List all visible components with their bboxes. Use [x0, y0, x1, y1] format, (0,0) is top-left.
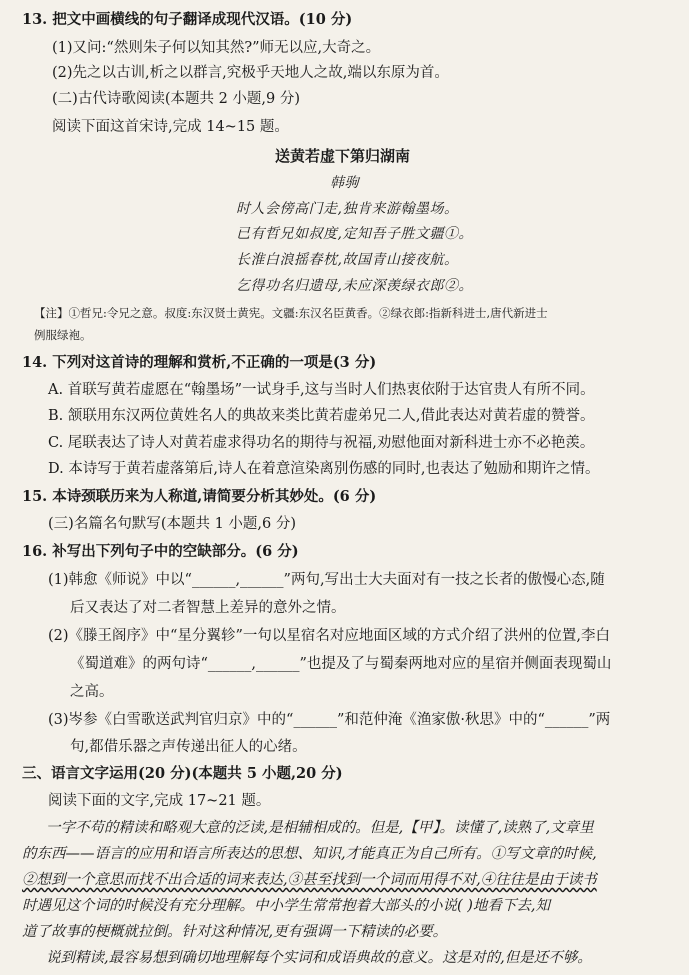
- text-line: 例服绿袍。: [34, 328, 92, 342]
- text-line: (1)韩愈《师说》中以“______,______”两句,写出士大夫面对有一技之长者的傲慢心态,随: [48, 572, 605, 588]
- text-line: 句,都借乐器之声传递出征人的心绪。: [70, 739, 307, 755]
- text-line: D. 本诗写于黄若虚落第后,诗人在着意渲染离别伤感的同时,也表达了勉励和期许之情。: [48, 461, 600, 477]
- text-line: 说到精读,最容易想到确切地理解每个实词和成语典故的意义。这是对的,但是还不够。: [46, 950, 592, 966]
- text-line: (2)《滕王阁序》中“星分翼轸”一句以星宿名对应地面区域的方式介绍了洪州的位置,李白: [48, 628, 610, 644]
- text-line: 乞得功名归遗母,未应深羡绿衣郎②。: [236, 278, 473, 294]
- text-line: (2)先之以古训,析之以群言,究极乎天地人之故,端以东原为首。: [52, 65, 449, 81]
- text-line: 14. 下列对这首诗的理解和赏析,不正确的一项是(3 分): [22, 354, 377, 371]
- text-line: B. 颔联用东汉两位黄姓名人的典故来类比黄若虚弟兄二人,借此表达对黄若虚的赞誉。: [48, 408, 595, 424]
- text-line: 13. 把文中画横线的句子翻译成现代汉语。(10 分): [22, 11, 353, 28]
- text-line: 《蜀道难》的两句诗“______,______”也提及了与蜀秦两地对应的星宿并侧面表现蜀山: [70, 656, 612, 672]
- text-line: 【注】①哲兄:令兄之意。叔度:东汉贤士黄宪。文疆:东汉名臣黄香。②绿衣郎:指新科进士,唐代新进士: [34, 306, 548, 320]
- text-line: 后又表达了对二者智慧上差异的意外之情。: [70, 600, 346, 616]
- text-line: 之高。: [70, 684, 114, 700]
- text-line: 长淮白浪摇春枕,故国青山接夜航。: [236, 252, 459, 268]
- text-line: 时人会傍高门走,独肯来游翰墨场。: [236, 201, 459, 217]
- text-line: 16. 补写出下列句子中的空缺部分。(6 分): [22, 543, 299, 560]
- text-line: 15. 本诗颈联历来为人称道,请简要分析其妙处。(6 分): [22, 488, 377, 505]
- text-line: (二)古代诗歌阅读(本题共 2 小题,9 分): [52, 91, 301, 107]
- text-line: C. 尾联表达了诗人对黄若虚求得功名的期待与祝福,劝慰他面对新科进士亦不必艳羡。: [48, 435, 595, 451]
- text-line: 的东西——语言的应用和语言所表达的思想、知识,才能真正为自己所有。①写文章的时候,: [22, 846, 597, 862]
- text-line: (1)又问:“然则朱子何以知其然?”师无以应,大奇之。: [52, 40, 381, 56]
- text-line: (3)岑参《白雪歌送武判官归京》中的“______”和范仲淹《渔家傲·秋思》中的“______”两: [48, 712, 611, 728]
- text-line: 时遇见这个词的时候没有充分理解。中小学生常常抱着大部头的小说( )地看下去,知: [22, 898, 551, 914]
- text-line: (三)名篇名句默写(本题共 1 小题,6 分): [48, 516, 297, 532]
- text-line: 三、语言文字运用(20 分)(本题共 5 小题,20 分): [22, 765, 343, 782]
- text-line: A. 首联写黄若虚愿在“翰墨场”一试身手,这与当时人们热衷依附于达官贵人有所不同。: [48, 382, 595, 398]
- text-line: 送黄若虚下第归湖南: [275, 147, 411, 165]
- text-line: 道了故事的梗概就拉倒。针对这种情况,更有强调一下精读的必要。: [22, 924, 448, 940]
- text-line: 阅读下面这首宋诗,完成 14~15 题。: [52, 119, 289, 135]
- text-line: 阅读下面的文字,完成 17~21 题。: [48, 793, 271, 809]
- text-line: 韩驹: [330, 175, 359, 191]
- text-line: 一字不苟的精读和略观大意的泛读,是相辅相成的。但是,【甲】。读懂了,读熟了,文章里: [46, 820, 594, 836]
- text-line: ②想到一个意思而找不出合适的词来表达,③甚至找到一个词而用得不对,④往往是由于读书: [22, 872, 597, 888]
- text-line: 已有哲兄如叔度,定知吾子胜文疆①。: [236, 226, 473, 242]
